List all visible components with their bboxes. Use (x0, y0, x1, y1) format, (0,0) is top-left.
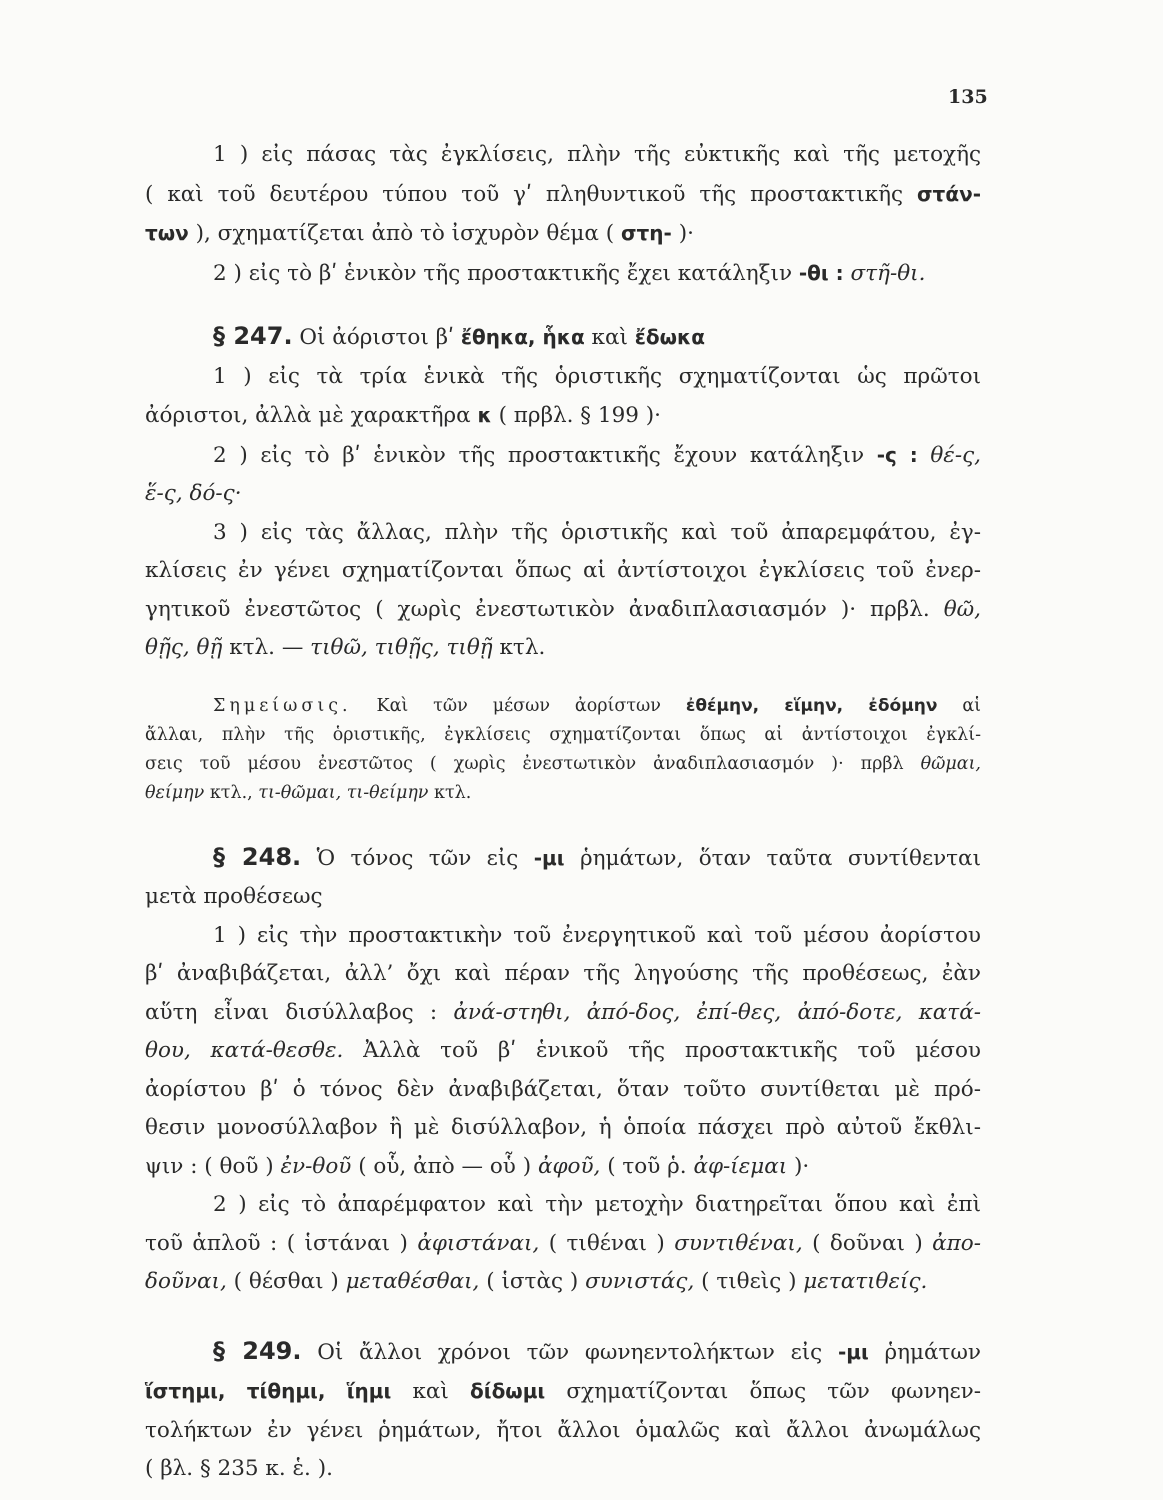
text-line: 2 ) εἰς τὸ ἀπαρέμφατον καὶ τὴν μετοχὴν διατηρεῖται ὅπου καὶ ἐπὶ (213, 1192, 981, 1217)
text-line: κλίσεις ἐν γένει σχηματίζονται ὅπως αἱ ἀντίστοιχοι ἐγκλίσεις τοῦ ἐνερ- (145, 558, 981, 583)
note-label: Σημείωσις. (213, 695, 352, 716)
section-247 (145, 317, 981, 668)
text-line: 1 ) εἰς τὴν προστακτικὴν τοῦ ἐνεργητικοῦ καὶ τοῦ μέσου ἀορίστου (213, 922, 981, 948)
page-number: 135 (948, 86, 988, 108)
text-line: 1 ) εἰς πάσας τὰς ἐγκλίσεις, πλὴν τῆς εὐκτικῆς καὶ τῆς μετοχῆς (213, 142, 981, 167)
text-line: αὕτη εἶναι δισύλλαβος : ἀνά-στηθι, ἀπό-δος, ἐπί-θες, ἀπό-δοτε, κατά- (145, 999, 981, 1025)
text-line: βʹ ἀναβιβάζεται, ἀλλ’ ὄχι καὶ πέραν τῆς ληγούσης τῆς προθέσεως, ἐὰν (145, 961, 981, 986)
note-line: Σημείωσις. Καὶ τῶν μέσων ἀορίστων ἐθέμην, εἵμην, ἐδόμην αἱ (213, 695, 981, 716)
text-line: 2 ) εἰς τὸ βʹ ἑνικὸν τῆς προστακτικῆς ἔχει κατάληξιν -θι : στῆ-θι. (213, 260, 926, 286)
section-heading: § 248. Ὁ τόνος τῶν εἰς -μι ῥημάτων, ὅταν ταῦτα συντίθενται (213, 842, 981, 871)
note-line: σεις τοῦ μέσου ἐνεστῶτος ( χωρὶς ἐνεστωτικὸν ἀναδιπλασιασμόν )· πρβλ θῶμαι, (145, 753, 981, 774)
section-249 (145, 1332, 981, 1489)
document-body (145, 136, 981, 1489)
text-line: ἕ-ς, δό-ς· (145, 481, 242, 506)
text-line: θου, κατά-θεσθε. Ἀλλὰ τοῦ βʹ ἑνικοῦ τῆς προστακτικῆς τοῦ μέσου (145, 1038, 981, 1063)
paragraph-continuation (145, 136, 981, 293)
note-line: ἄλλαι, πλὴν τῆς ὁριστικῆς, ἐγκλίσεις σχηματίζονται ὅπως αἱ ἀντίστοιχοι ἐγκλί- (145, 724, 981, 745)
text-line: ἀόριστοι, ἀλλὰ μὲ χαρακτῆρα κ ( πρβλ. § 199 )· (145, 403, 661, 428)
section-248 (145, 838, 981, 1302)
text-line: ψιν : ( θοῦ ) ἐν-θοῦ ( οὗ, ἀπὸ — οὗ ) ἀφοῦ, ( τοῦ ῥ. ἀφ-ίεμαι )· (145, 1153, 810, 1179)
text-line: 1 ) εἰς τὰ τρία ἑνικὰ τῆς ὁριστικῆς σχηματίζονται ὡς πρῶτοι (213, 363, 981, 389)
section-heading: § 247. Οἱ ἀόριστοι βʹ ἔθηκα, ἧκα καὶ ἔδωκα (213, 322, 705, 350)
text-line: 3 ) εἰς τὰς ἄλλας, πλὴν τῆς ὁριστικῆς καὶ τοῦ ἀπαρεμφάτου, ἐγ- (213, 519, 981, 545)
text-line: ἀορίστου βʹ ὁ τόνος δὲν ἀναβιβάζεται, ὅταν τοῦτο συντίθεται μὲ πρό- (145, 1076, 981, 1102)
text-line: μετὰ προθέσεως (145, 884, 323, 909)
text-line: ( καὶ τοῦ δευτέρου τύπου τοῦ γʹ πληθυντικοῦ τῆς προστακτικῆς στάν- (145, 181, 981, 207)
text-line: θῇς, θῇ κτλ. — τιθῶ, τιθῇς, τιθῇ κτλ. (145, 635, 546, 660)
text-line: ( βλ. § 235 κ. ἑ. ). (145, 1456, 333, 1481)
text-line: γητικοῦ ἐνεστῶτος ( χωρὶς ἐνεστωτικὸν ἀναδιπλασιασμόν )· πρβλ. θῶ, (145, 596, 981, 622)
text-line: τολήκτων ἐν γένει ῥημάτων, ἤτοι ἄλλοι ὁμαλῶς καὶ ἄλλοι ἀνωμάλως (145, 1417, 981, 1443)
text-line: θεσιν μονοσύλλαβον ἢ μὲ δισύλλαβον, ἡ ὁποία πάσχει πρὸ αὐτοῦ ἔκθλι- (145, 1115, 981, 1140)
text-line: δοῦναι, ( θέσθαι ) μεταθέσθαι, ( ἱστὰς ) συνιστάς, ( τιθεὶς ) μετατιθείς. (145, 1269, 928, 1294)
note-line: θείμην κτλ., τι-θῶμαι, τι-θείμην κτλ. (145, 782, 472, 803)
text-line: 2 ) εἰς τὸ βʹ ἑνικὸν τῆς προστακτικῆς ἔχουν κατάληξιν -ς : θέ-ς, (213, 442, 981, 468)
note-block (145, 692, 981, 808)
section-heading: § 249. Οἱ ἄλλοι χρόνοι τῶν φωνηεντολήκτων εἰς -μι ῥημάτων (213, 1336, 982, 1365)
text-line: τοῦ ἁπλοῦ : ( ἱστάναι ) ἀφιστάναι, ( τιθέναι ) συντιθέναι, ( δοῦναι ) ἀπο- (145, 1230, 982, 1256)
text-line: των ), σχηματίζεται ἀπὸ τὸ ἰσχυρὸν θέμα ( στη- )· (145, 221, 694, 246)
text-line: ἵστημι, τίθημι, ἵημι καὶ δίδωμι σχηματίζονται ὅπως τῶν φωνηεν- (145, 1379, 981, 1404)
